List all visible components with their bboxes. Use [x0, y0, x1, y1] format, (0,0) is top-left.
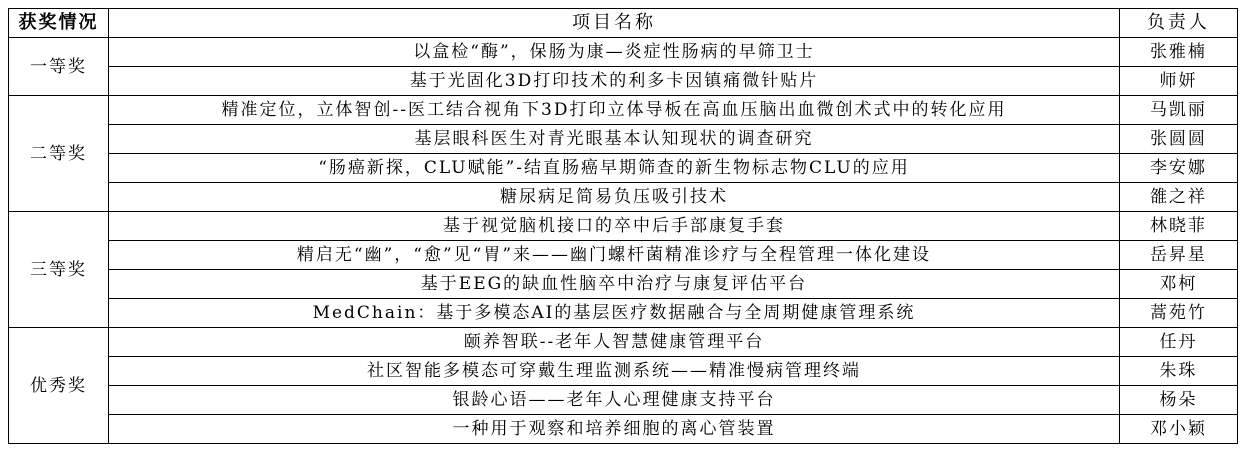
- project-owner: 李安娜: [1119, 154, 1237, 183]
- table-row: [9, 328, 1238, 357]
- award-level-first: 一等奖: [9, 38, 109, 96]
- table-row: [9, 125, 1238, 154]
- table-row: [9, 241, 1238, 270]
- project-owner: 邓柯: [1119, 270, 1237, 299]
- project-name: 基于光固化3D打印技术的利多卡因镇痛微针贴片: [109, 67, 1120, 96]
- project-owner: 杨朵: [1119, 386, 1237, 415]
- project-owner: 朱珠: [1119, 357, 1237, 386]
- table-row: [9, 386, 1238, 415]
- project-name: 一种用于观察和培养细胞的离心管装置: [109, 415, 1120, 444]
- awards-table: [8, 8, 1238, 444]
- project-name: 以盒检“酶”，保肠为康—炎症性肠病的早筛卫士: [109, 38, 1120, 67]
- project-name: 基层眼科医生对青光眼基本认知现状的调查研究: [109, 125, 1120, 154]
- project-owner: 蒿苑竹: [1119, 299, 1237, 328]
- project-name: “肠癌新探，CLU赋能”-结直肠癌早期筛查的新生物标志物CLU的应用: [109, 154, 1120, 183]
- table-row: [9, 67, 1238, 96]
- table-row: [9, 212, 1238, 241]
- table-row: [9, 415, 1238, 444]
- project-name: 基于视觉脑机接口的卒中后手部康复手套: [109, 212, 1120, 241]
- project-name: 精准定位，立体智创--医工结合视角下3D打印立体导板在高血压脑出血微创术式中的转化应用: [109, 96, 1120, 125]
- project-name: MedChain：基于多模态AI的基层医疗数据融合与全周期健康管理系统: [109, 299, 1120, 328]
- award-level-second: 二等奖: [9, 96, 109, 212]
- project-name: 基于EEG的缺血性脑卒中治疗与康复评估平台: [109, 270, 1120, 299]
- project-name: 精启无“幽”，“愈”见“胃”来——幽门螺杆菌精准诊疗与全程管理一体化建设: [109, 241, 1120, 270]
- header-owner: 负责人: [1119, 9, 1237, 38]
- project-name: 社区智能多模态可穿戴生理监测系统——精准慢病管理终端: [109, 357, 1120, 386]
- table-row: [9, 183, 1238, 212]
- project-owner: 雒之祥: [1119, 183, 1237, 212]
- header-award-level: 获奖情况: [9, 9, 109, 38]
- project-owner: 张圆圆: [1119, 125, 1237, 154]
- header-project-name: 项目名称: [109, 9, 1120, 38]
- table-row: [9, 154, 1238, 183]
- project-owner: 岳昇星: [1119, 241, 1237, 270]
- project-owner: 师妍: [1119, 67, 1237, 96]
- project-name: 颐养智联--老年人智慧健康管理平台: [109, 328, 1120, 357]
- project-owner: 林晓菲: [1119, 212, 1237, 241]
- award-level-third: 三等奖: [9, 212, 109, 328]
- table-row: [9, 96, 1238, 125]
- header-row: [9, 9, 1238, 38]
- project-owner: 张雅楠: [1119, 38, 1237, 67]
- project-name: 银龄心语——老年人心理健康支持平台: [109, 386, 1120, 415]
- table-row: [9, 299, 1238, 328]
- award-level-excellence: 优秀奖: [9, 328, 109, 444]
- table-row: [9, 270, 1238, 299]
- project-owner: 任丹: [1119, 328, 1237, 357]
- project-name: 糖尿病足简易负压吸引技术: [109, 183, 1120, 212]
- project-owner: 马凯丽: [1119, 96, 1237, 125]
- table-row: [9, 357, 1238, 386]
- project-owner: 邓小颖: [1119, 415, 1237, 444]
- table-row: [9, 38, 1238, 67]
